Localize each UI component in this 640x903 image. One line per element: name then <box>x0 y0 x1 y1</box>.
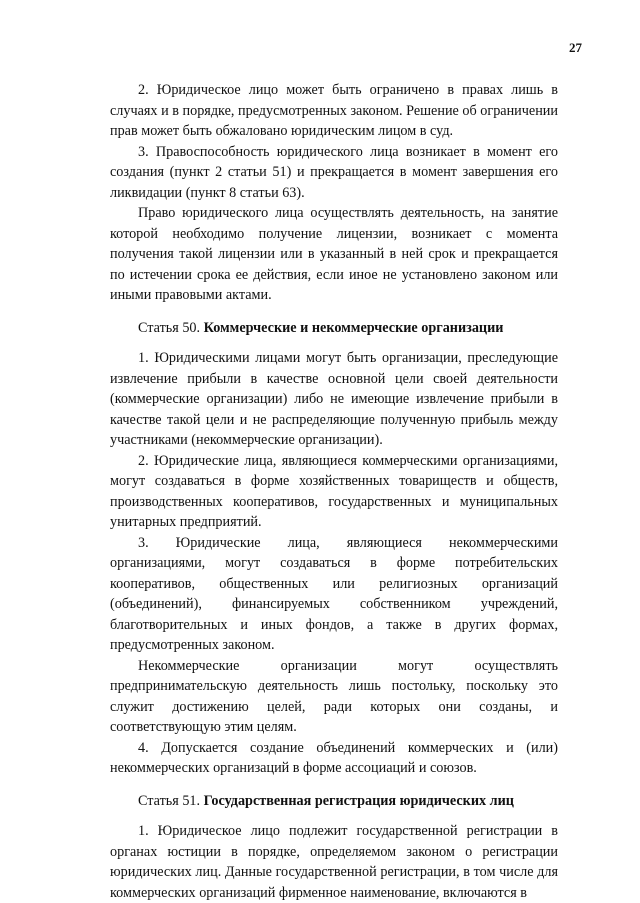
article-number: Статья 50. <box>138 319 201 336</box>
article-heading <box>110 318 558 339</box>
paragraph: 2. Юридические лица, являющиеся коммерческими организациями, могут создаваться в форме хозяйственных товариществ и обществ, производственных кооперативов, государственных и муниципальных унитарных предприятий. <box>110 452 558 530</box>
paragraph: 1. Юридическими лицами могут быть организации, преследующие извлечение прибыли в качестве основной цели своей деятельности (коммерческие организации) либо не имеющие извлечение прибыли в качестве такой цели и не распределяющие полученную прибыль между участниками (некоммерческие организации). <box>110 350 558 448</box>
page-number: 27 <box>569 40 582 55</box>
paragraph: 1. Юридическое лицо подлежит государственной регистрации в органах юстиции в порядке, определяемом законом о регистрации юридических лиц. Данные государственной регистрации, в том числе для коммерческих организаций фирменное наименование, включаются в <box>110 823 558 901</box>
article-number: Статья 51. <box>138 792 201 809</box>
paragraph: 4. Допускается создание объединений коммерческих и (или) некоммерческих организаций в форме ассоциаций и союзов. <box>110 739 558 776</box>
article-title: Государственная регистрация юридических лиц <box>203 792 514 809</box>
paragraph: 2. Юридическое лицо может быть ограничено в правах лишь в случаях и в порядке, предусмотренных законом. Решение об ограничении прав может быть обжаловано юридическим лицом в суд. <box>110 82 558 139</box>
article-heading <box>110 791 558 812</box>
paragraph: 3. Юридические лица, являющиеся некоммерческими организациями, могут создаваться в форме потребительских кооперативов, общественных или религиозных организаций (объединений), финансируемых собственником учреждений, благотворительных и иных фондов, а также в других формах, предусмотренных законом. <box>110 534 558 653</box>
paragraph: Право юридического лица осуществлять деятельность, на занятие которой необходимо получение лицензии, возникает с момента получения такой лицензии или в указанный в ней срок и прекращается по истечении срока ее действия, если иное не установлено законом или иными правовыми актами. <box>110 205 558 303</box>
document-body <box>110 80 558 903</box>
article-title: Коммерческие и некоммерческие организации <box>203 319 504 336</box>
paragraph: Некоммерческие организации могут осуществлять предпринимательскую деятельность лишь постольку, поскольку это служит достижению целей, ради которых они созданы, и соответствующую этим целям. <box>110 657 558 735</box>
paragraph: 3. Правоспособность юридического лица возникает в момент его создания (пункт 2 статьи 51) и прекращается в момент завершения его ликвидации (пункт 8 статьи 63). <box>110 143 558 201</box>
